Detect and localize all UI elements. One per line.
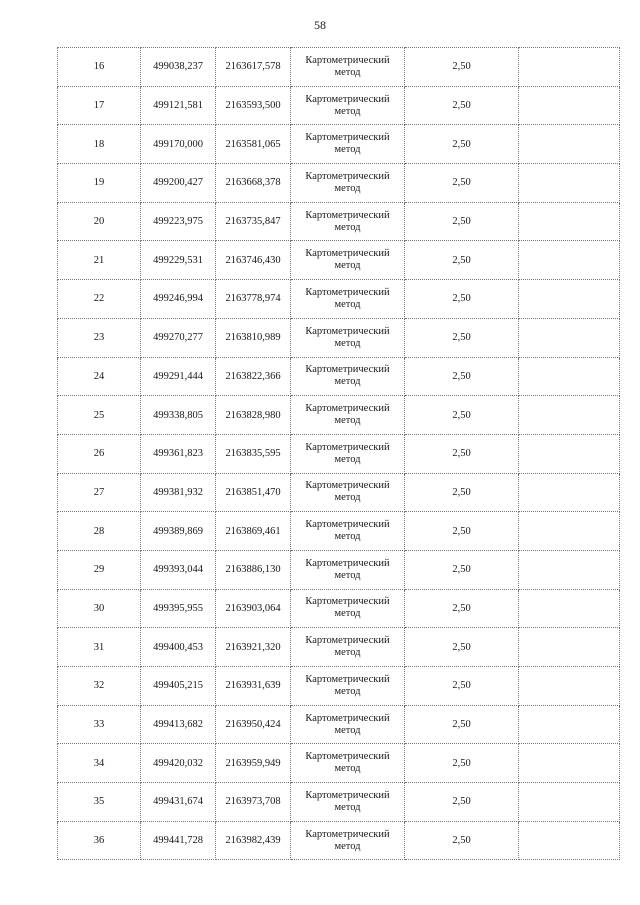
- x-coordinate-cell: 499223,975: [141, 202, 216, 241]
- method-line-2: метод: [334, 415, 361, 427]
- method-line-1: Картометрический: [305, 132, 390, 144]
- x-coordinate-cell: 499200,427: [141, 164, 216, 203]
- point-number-cell: 31: [58, 628, 141, 667]
- x-coordinate-cell: 499170,000: [141, 125, 216, 164]
- method-line-1: Картометрический: [305, 828, 390, 840]
- extra-cell: [519, 48, 620, 87]
- accuracy-cell: 2,50: [405, 125, 519, 164]
- method-line-1: Картометрический: [305, 209, 390, 221]
- method-line-2: метод: [334, 724, 361, 736]
- method-cell: [291, 473, 405, 512]
- accuracy-cell: 2,50: [405, 821, 519, 860]
- y-coordinate-cell: 2163835,595: [216, 434, 291, 473]
- accuracy-cell: 2,50: [405, 48, 519, 87]
- accuracy-cell: 2,50: [405, 628, 519, 667]
- y-coordinate-cell: 2163810,989: [216, 318, 291, 357]
- method-line-1: Картометрический: [305, 789, 390, 801]
- method-line-2: метод: [334, 492, 361, 504]
- extra-cell: [519, 550, 620, 589]
- x-coordinate-cell: 499246,994: [141, 280, 216, 319]
- method-cell: [291, 318, 405, 357]
- method-line-1: Картометрический: [305, 557, 390, 569]
- point-number-cell: 26: [58, 434, 141, 473]
- point-number-cell: 28: [58, 512, 141, 551]
- table-row: [58, 48, 620, 87]
- method-line-1: Картометрический: [305, 596, 390, 608]
- method-cell: [291, 550, 405, 589]
- method-line-1: Картометрический: [305, 441, 390, 453]
- table-row: [58, 396, 620, 435]
- point-number-cell: 24: [58, 357, 141, 396]
- point-number-cell: 21: [58, 241, 141, 280]
- table-row: [58, 86, 620, 125]
- accuracy-cell: 2,50: [405, 589, 519, 628]
- accuracy-cell: 2,50: [405, 705, 519, 744]
- x-coordinate-cell: 499420,032: [141, 744, 216, 783]
- accuracy-cell: 2,50: [405, 473, 519, 512]
- table-row: [58, 357, 620, 396]
- accuracy-cell: 2,50: [405, 318, 519, 357]
- y-coordinate-cell: 2163886,130: [216, 550, 291, 589]
- table-row: [58, 125, 620, 164]
- y-coordinate-cell: 2163973,708: [216, 783, 291, 822]
- extra-cell: [519, 434, 620, 473]
- y-coordinate-cell: 2163982,439: [216, 821, 291, 860]
- method-cell: [291, 357, 405, 396]
- y-coordinate-cell: 2163959,949: [216, 744, 291, 783]
- method-line-1: Картометрический: [305, 54, 390, 66]
- method-line-2: метод: [334, 453, 361, 465]
- x-coordinate-cell: 499393,044: [141, 550, 216, 589]
- x-coordinate-cell: 499229,531: [141, 241, 216, 280]
- point-number-cell: 23: [58, 318, 141, 357]
- point-number-cell: 36: [58, 821, 141, 860]
- y-coordinate-cell: 2163581,065: [216, 125, 291, 164]
- method-line-2: метод: [334, 298, 361, 310]
- x-coordinate-cell: 499381,932: [141, 473, 216, 512]
- table-row: [58, 512, 620, 551]
- y-coordinate-cell: 2163950,424: [216, 705, 291, 744]
- point-number-cell: 25: [58, 396, 141, 435]
- y-coordinate-cell: 2163822,366: [216, 357, 291, 396]
- extra-cell: [519, 744, 620, 783]
- extra-cell: [519, 821, 620, 860]
- x-coordinate-cell: 499291,444: [141, 357, 216, 396]
- method-cell: [291, 396, 405, 435]
- table-row: [58, 473, 620, 512]
- table-row: [58, 164, 620, 203]
- x-coordinate-cell: 499400,453: [141, 628, 216, 667]
- method-line-2: метод: [334, 608, 361, 620]
- y-coordinate-cell: 2163778,974: [216, 280, 291, 319]
- x-coordinate-cell: 499405,215: [141, 667, 216, 706]
- coordinates-table: [57, 47, 620, 860]
- x-coordinate-cell: 499361,823: [141, 434, 216, 473]
- point-number-cell: 35: [58, 783, 141, 822]
- method-line-1: Картометрический: [305, 403, 390, 415]
- method-cell: [291, 744, 405, 783]
- method-line-2: метод: [334, 569, 361, 581]
- point-number-cell: 27: [58, 473, 141, 512]
- accuracy-cell: 2,50: [405, 241, 519, 280]
- method-line-1: Картометрический: [305, 248, 390, 260]
- accuracy-cell: 2,50: [405, 164, 519, 203]
- table-row: [58, 744, 620, 783]
- method-line-1: Картометрический: [305, 170, 390, 182]
- extra-cell: [519, 125, 620, 164]
- extra-cell: [519, 396, 620, 435]
- method-line-2: метод: [334, 840, 361, 852]
- y-coordinate-cell: 2163921,320: [216, 628, 291, 667]
- method-line-2: метод: [334, 66, 361, 78]
- y-coordinate-cell: 2163617,578: [216, 48, 291, 87]
- method-line-2: метод: [334, 685, 361, 697]
- table-row: [58, 667, 620, 706]
- y-coordinate-cell: 2163668,378: [216, 164, 291, 203]
- x-coordinate-cell: 499413,682: [141, 705, 216, 744]
- y-coordinate-cell: 2163931,639: [216, 667, 291, 706]
- accuracy-cell: 2,50: [405, 396, 519, 435]
- accuracy-cell: 2,50: [405, 86, 519, 125]
- method-cell: [291, 164, 405, 203]
- accuracy-cell: 2,50: [405, 512, 519, 551]
- method-line-2: метод: [334, 531, 361, 543]
- point-number-cell: 18: [58, 125, 141, 164]
- method-cell: [291, 125, 405, 164]
- table-row: [58, 705, 620, 744]
- method-cell: [291, 512, 405, 551]
- method-line-2: метод: [334, 182, 361, 194]
- accuracy-cell: 2,50: [405, 550, 519, 589]
- method-line-1: Картометрический: [305, 751, 390, 763]
- y-coordinate-cell: 2163735,847: [216, 202, 291, 241]
- accuracy-cell: 2,50: [405, 667, 519, 706]
- method-cell: [291, 589, 405, 628]
- extra-cell: [519, 667, 620, 706]
- method-line-2: метод: [334, 647, 361, 659]
- point-number-cell: 32: [58, 667, 141, 706]
- extra-cell: [519, 783, 620, 822]
- method-line-1: Картометрический: [305, 712, 390, 724]
- x-coordinate-cell: 499441,728: [141, 821, 216, 860]
- table-row: [58, 280, 620, 319]
- extra-cell: [519, 628, 620, 667]
- page-number: 58: [314, 18, 326, 32]
- method-cell: [291, 434, 405, 473]
- table-row: [58, 434, 620, 473]
- method-line-2: метод: [334, 144, 361, 156]
- y-coordinate-cell: 2163903,064: [216, 589, 291, 628]
- point-number-cell: 30: [58, 589, 141, 628]
- y-coordinate-cell: 2163593,500: [216, 86, 291, 125]
- x-coordinate-cell: 499431,674: [141, 783, 216, 822]
- point-number-cell: 29: [58, 550, 141, 589]
- extra-cell: [519, 202, 620, 241]
- x-coordinate-cell: 499338,805: [141, 396, 216, 435]
- method-line-2: метод: [334, 260, 361, 272]
- point-number-cell: 33: [58, 705, 141, 744]
- accuracy-cell: 2,50: [405, 202, 519, 241]
- method-cell: [291, 202, 405, 241]
- y-coordinate-cell: 2163828,980: [216, 396, 291, 435]
- method-line-1: Картометрический: [305, 286, 390, 298]
- method-line-1: Картометрический: [305, 519, 390, 531]
- x-coordinate-cell: 499121,581: [141, 86, 216, 125]
- extra-cell: [519, 280, 620, 319]
- method-line-2: метод: [334, 337, 361, 349]
- table-row: [58, 821, 620, 860]
- method-line-2: метод: [334, 105, 361, 117]
- x-coordinate-cell: 499270,277: [141, 318, 216, 357]
- method-line-1: Картометрический: [305, 635, 390, 647]
- extra-cell: [519, 164, 620, 203]
- extra-cell: [519, 512, 620, 551]
- x-coordinate-cell: 499038,237: [141, 48, 216, 87]
- table-row: [58, 589, 620, 628]
- point-number-cell: 16: [58, 48, 141, 87]
- extra-cell: [519, 86, 620, 125]
- method-line-1: Картометрический: [305, 480, 390, 492]
- point-number-cell: 17: [58, 86, 141, 125]
- method-cell: [291, 86, 405, 125]
- accuracy-cell: 2,50: [405, 357, 519, 396]
- method-cell: [291, 667, 405, 706]
- extra-cell: [519, 589, 620, 628]
- accuracy-cell: 2,50: [405, 783, 519, 822]
- x-coordinate-cell: 499395,955: [141, 589, 216, 628]
- method-cell: [291, 705, 405, 744]
- table-row: [58, 550, 620, 589]
- method-cell: [291, 280, 405, 319]
- table-row: [58, 318, 620, 357]
- method-line-1: Картометрический: [305, 364, 390, 376]
- y-coordinate-cell: 2163746,430: [216, 241, 291, 280]
- point-number-cell: 34: [58, 744, 141, 783]
- method-cell: [291, 783, 405, 822]
- table-row: [58, 628, 620, 667]
- table-row: [58, 783, 620, 822]
- method-cell: [291, 821, 405, 860]
- method-line-2: метод: [334, 376, 361, 388]
- accuracy-cell: 2,50: [405, 280, 519, 319]
- method-line-2: метод: [334, 801, 361, 813]
- method-line-2: метод: [334, 221, 361, 233]
- table-row: [58, 241, 620, 280]
- method-line-2: метод: [334, 763, 361, 775]
- method-cell: [291, 241, 405, 280]
- method-line-1: Картометрический: [305, 673, 390, 685]
- extra-cell: [519, 241, 620, 280]
- table-row: [58, 202, 620, 241]
- extra-cell: [519, 318, 620, 357]
- method-cell: [291, 628, 405, 667]
- coordinates-table-body: [58, 48, 620, 860]
- point-number-cell: 20: [58, 202, 141, 241]
- method-line-1: Картометрический: [305, 93, 390, 105]
- accuracy-cell: 2,50: [405, 434, 519, 473]
- extra-cell: [519, 473, 620, 512]
- extra-cell: [519, 357, 620, 396]
- y-coordinate-cell: 2163851,470: [216, 473, 291, 512]
- accuracy-cell: 2,50: [405, 744, 519, 783]
- x-coordinate-cell: 499389,869: [141, 512, 216, 551]
- method-cell: [291, 48, 405, 87]
- point-number-cell: 19: [58, 164, 141, 203]
- method-line-1: Картометрический: [305, 325, 390, 337]
- y-coordinate-cell: 2163869,461: [216, 512, 291, 551]
- extra-cell: [519, 705, 620, 744]
- point-number-cell: 22: [58, 280, 141, 319]
